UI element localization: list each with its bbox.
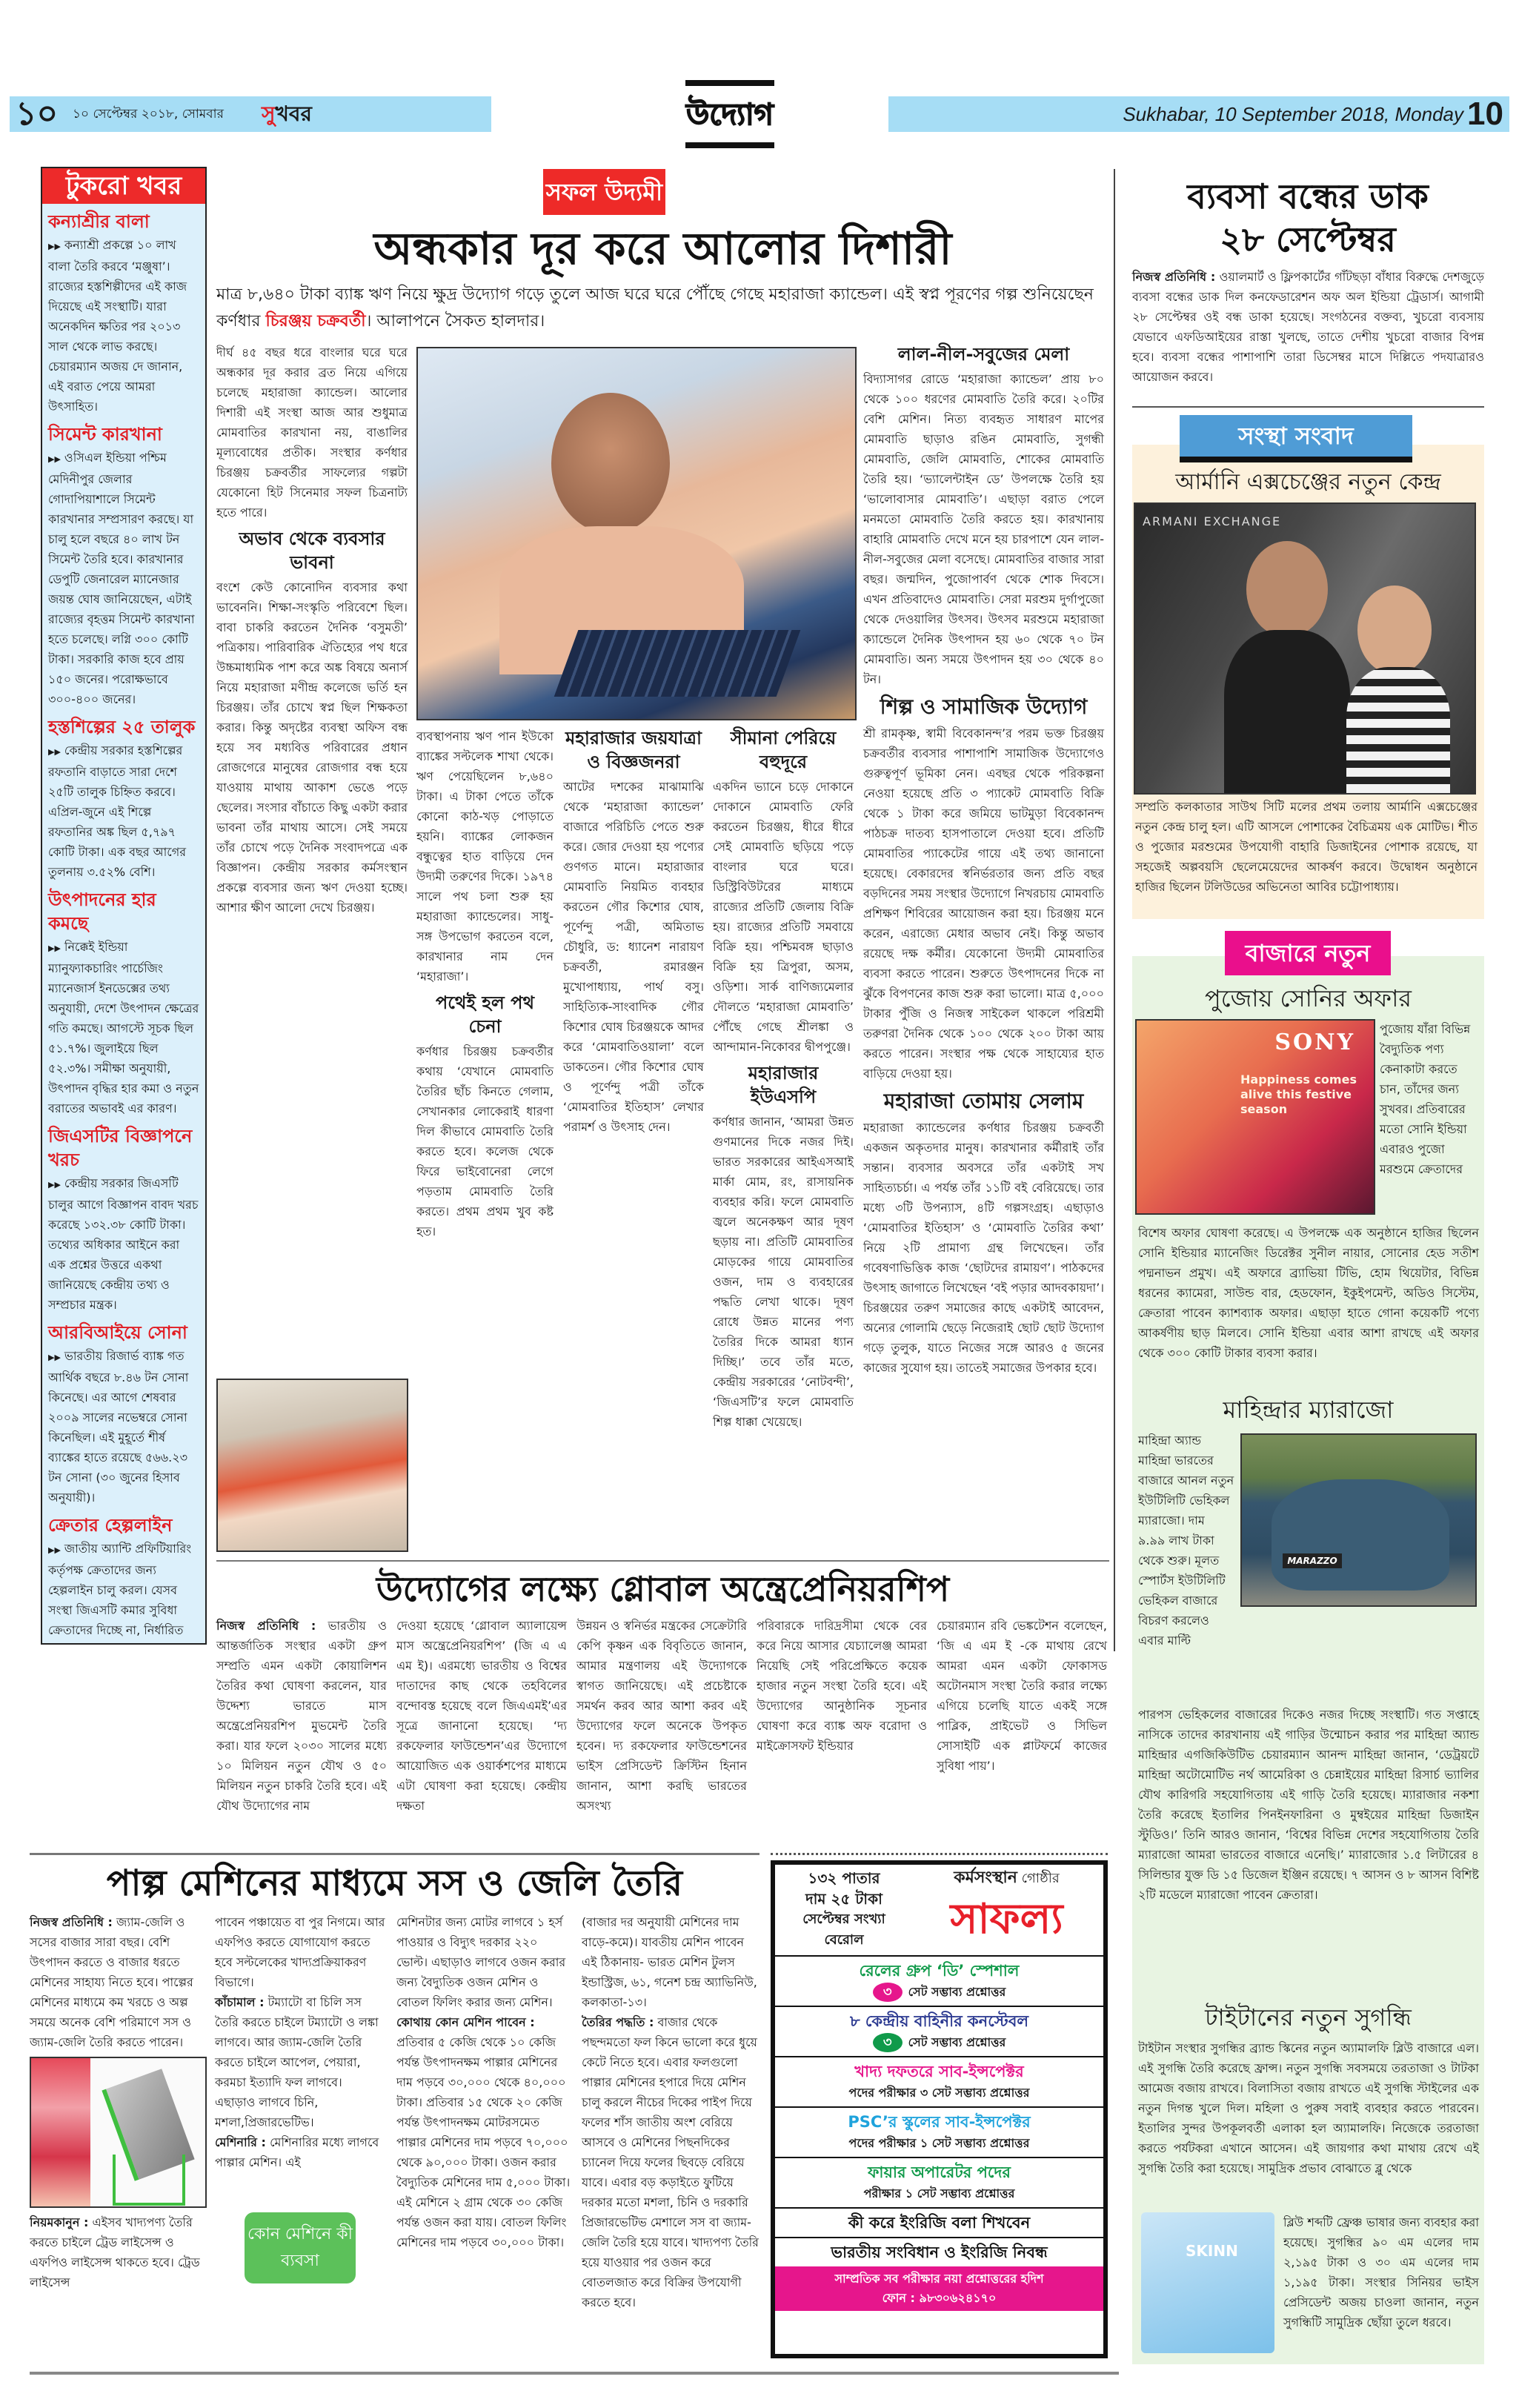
deck-person-name: চিরঞ্জয় চক্রবর্তী — [265, 312, 366, 331]
ad-row — [775, 2157, 1103, 2207]
pulp-rules — [30, 2212, 204, 2292]
lead-section-7-text: শ্রী রামকৃষ্ণ, স্বামী বিবেকানন্দ’র পরম ভক্ত চিরঞ্জয় চক্রবর্তীর ব্যবসার পাশাপাশি সামাজিক উদ্যোগেও গুরুত্বপূর্ণ ভূমিকা নেন। এবছর থেকে পরিকল্পনা নেওয়া হয়েছে প্রতি ৩ প্যাকেট মোমবাতি বিক্রি থেকে ১ টাকা করে জমিয়ে ভাটমুড়া বিবেকানন্দ পাঠচক্র দাতব্য হাসপাতালে দেওয়া হবে। প্রতিটি মোমবাতির প্যাকেটের গায়ে এই তথ্য জানানো হয়েছে। বেকারদের স্বনির্ভরতার জন্য প্রতি বছর বড়দিনের সময় সংস্থার উদ্যোগে নিখরচায় মোমবাতি প্রশিক্ষণ শিবিরের আয়োজন করা হয়। চিরঞ্জয় মনে করেন, এরাজ্যে মেধার অভাব নেই। কিন্তু অভাব রয়েছে দক্ষ কর্মীর। যেকোনো উদ্যমী মোমবাতির ব্যবসা করতে পারেন। শুরুতে উৎপাদনের দিকে না ঝুঁকে বিপণনের কাজ শুরু করা ভালো। মাত্র ৫,০০০ টাকার পুঁজি ও নিজস্ব সাইকেল থাকলে পরিশ্রমী তরুণরা দৈনিক থেকে ১০০ থেকে ২০০ টাকা আয় করতে পারেন। সংস্থার পক্ষ থেকে সাহায্যের হাত বাড়িয়ে দেওয়া হয়। — [863, 726, 1104, 1081]
method-label: তৈরির পদ্ধতি : — [582, 2015, 654, 2029]
short-news-title: জিএসটির বিজ্ঞাপনে খরচ — [48, 1126, 193, 1170]
short-news-title: সিমেন্ট কারখানা — [48, 424, 162, 445]
page-number-right: 10 — [1467, 96, 1503, 132]
ad-row-title: ভারতীয় সংবিধান ও ইংরিজি নিবন্ধ — [831, 2243, 1048, 2261]
raw-material-text: টম্যাটো বা চিলি সস তৈরি করতে চাইলে টম্যাটো ও লঙ্কা লাগবে। আর জ্যাম-জেলি তৈরি করতে চাইলে আপেল, পেয়ারা, করমচা ইত্যাদি ফল লাগবে। এছাড়াও লাগবে চিনি, মশলা,প্রিজারভেটিভ। — [215, 1995, 379, 2129]
company-news-label: সংস্থা সংবাদ — [1180, 415, 1412, 462]
lead-col-2 — [416, 726, 554, 1241]
armani-photo-signage: ARMANI EXCHANGE — [1143, 514, 1282, 528]
ad-row-subtitle — [775, 1982, 1103, 2003]
photo-fruits — [31, 2058, 90, 2206]
deck-text: মাত্র ৮,৬৪০ টাকা ব্যাঙ্ক ঋণ নিয়ে ক্ষুদ্র উদ্যোগ গড়ে তুলে আজ ঘরে ঘরে পৌঁছে গেছে মহারাজা ক্যান্ডেল। এই স্বপ্ন পূরণের গল্প শুনিয়েছেন কর্ণধার — [216, 285, 1094, 331]
sidebar-title: টুকরো খবর — [42, 168, 205, 204]
subhead-6: মহারাজার ইউএসপি — [748, 1063, 819, 1107]
skinn-perfume-photo — [1141, 2212, 1274, 2353]
bandh-headline — [1130, 175, 1486, 261]
subhead-4: সীমানা পেরিয়ে বহুদূরে — [730, 728, 837, 772]
logo-bottom-rule — [685, 142, 774, 148]
ad-row-subtitle-text: পদের পরীক্ষার ৩ সেট সম্ভাব্য প্রশ্নোত্তর — [848, 2086, 1030, 2100]
rules-text: এইসব খাদ্যপণ্য তৈরি করতে চাইলে ট্রেড লাইসেন্স ও এফপিও লাইসেন্স থাকতে হবে। ট্রেড লাইসেন্স — [30, 2215, 200, 2289]
pulp-col-1-text: জ্যাম-জেলি ও সসের বাজার সারা বছর। বেশি উৎপাদন করতে ও বাজার ধরতে মেশিনের সাহায্য নিতে হবে। পাল্পের মেশিনের মাধ্যমে কম খরচে ও অল্প সময়ে অনেক বেশি পরিমাণে সস ও জ্যাম-জেলি তৈরি করতে পারেন। — [30, 1915, 193, 2049]
lead-section-5-text: বিদ্যাসাগর রোডে ‘মহারাজা ক্যান্ডেল’ প্রায় ৮০ থেকে ১০০ ধরণের মোমবাতি তৈরি করে। ২০টির বেশি মেশিন। নিত্য ব্যবহৃত সাধারণ মাপের মোমবাতি ছাড়াও রঙিন মোমবাতি, সুগন্ধী মোমবাতি, জেলি মোমবাতি, শোকের মোমবাতি তৈরি হয়। ‘ভ্যালেন্টাইন ডে’ উপলক্ষে তৈরি হয় ‘ভালোবাসার মোমবাতি’। এছাড়া বরাত পেলে মনমতো মোমবাতি তৈরি করতে হয়। কারখানায় বাহারি মোমবাতি দেখে মনে হয় চারপাশে যেন লাল-নীল-সবুজের মেলা বসেছে। মোমবাতির বাজার সারা বছর। জন্মদিন, পুজোপার্বণ থেকে শোক দিবসে। এখন প্রতিবাদেও মোমবাতি। সেরা মরশুম দুর্গাপুজো থেকে দেওয়ালির উৎসব। উৎসব মরশুমে মহারাজা ক্যান্ডেলে দৈনিক উৎপাদন হয় ৬০ থেকে ৭০ টন মোমবাতি। অন্য সময়ে উৎপাদন হয় ৩০ থেকে ৪০ টন। — [863, 372, 1104, 686]
subhead-2: পথেই হল পথ চেনা — [436, 992, 534, 1037]
photo-car-badge: MARAZZO — [1283, 1553, 1342, 1568]
titan-text: টাইটান সংস্থার সুগন্ধির ব্র্যান্ড স্কিনের নতুন অ্যামালফি ব্লিউ বাজারে এল। এই সুগন্ধি তৈরি করেছে ফ্রান্স। নতুন সুগন্ধি সবসময়ে তরতাজা ও টাটকা আমেজ বজায় রাখবে। বিলাসিতা বজায় রাখতে এই সুগন্ধি স্টাইলের এক নতুন দিগন্ত খুলে দিল। মহিলা ও পুরুষ সবাই ব্যবহার করতে পারবেন। ইতালির সুন্দর উপকূলবর্তী এলাকা হল অ্যামালফি। নিজেকে তরতাজা করতে পর্যটকরা এখানে আসেন। এই জায়গার কথা মাথায় রেখে এই সুগন্ধি তৈরি করা হয়েছে। সামুদ্রিক প্রভাব বোঝাতে ব্লু থেকে — [1138, 2041, 1479, 2175]
double-arrow-icon: ▶▶ — [48, 1545, 61, 1555]
machinery-label: মেশিনারি : — [215, 2135, 266, 2149]
short-news-item — [48, 448, 199, 709]
short-news-text: কেন্দ্রীয় সরকার হস্তশিল্পের রফতানি বাড়াতে সারা দেশে ২৫টি তালুক চিহ্নিত করবে। এপ্রিল-জুনে এই শিল্পে রফতানির অঙ্ক ছিল ৫,৭৯৭ কোটি টাকা। এক বছর আগের তুলনায় ৩.৫২% বেশি। — [48, 743, 187, 879]
ad-row-title: PSC’র স্কুলের সাব-ইন্সপেক্টর — [848, 2113, 1031, 2131]
photo-pulper-stand — [113, 2155, 185, 2206]
short-news-item — [48, 1346, 199, 1508]
short-news-item — [48, 740, 199, 882]
ad-top-rule — [771, 1853, 1108, 1855]
ge-byline: নিজস্ব প্রতিনিধি : — [216, 1619, 316, 1633]
ad-set-count-badge: ৩ — [873, 1983, 903, 2002]
section-rule — [1132, 406, 1484, 408]
ad-row-subtitle — [775, 2032, 1103, 2053]
ad-publisher-name: কর্মসংস্থান — [954, 1868, 1017, 1887]
ge-col-2: দেওয়া হয়েছে ‘গ্লোবাল অ্যালায়েন্স মাস অন্ত্রেপ্রেনিয়রশিপ’ (জি এ এ এম ই)। এরমধ্যে ভারতীয় ও বিশ্বের দাতাদের কাছ থেকে তহবিলের বন্দোবস্ত হয়েছে বলে জিএএমই’এর সূত্রে জানানো হয়েছে। ‘দ্য রকফেলার ফাউন্ডেশন’এর উদ্যোগে আয়োজিত এক ওয়ার্কশপের মাধ্যমে এটা ঘোষণা করা হয়েছে। কেন্দ্রীয় দক্ষতা — [396, 1619, 567, 1813]
new-in-market-label: বাজারে নতুন — [1225, 931, 1391, 975]
short-news-text: জাতীয় অ্যান্টি প্রফিটিয়ারিং কর্তৃপক্ষ ক্রেতাদের জন্য হেল্পলাইন চালু করল। যেসব সংস্থা জিএসটি কমার সুবিধা ক্রেতাদের দিচ্ছে না, নির্ধারিত — [48, 1542, 192, 1637]
double-arrow-icon: ▶▶ — [48, 747, 61, 757]
lead-intro: দীর্ঘ ৪৫ বছর ধরে বাংলার ঘরে ঘরে অন্ধকার দূর করার ব্রত নিয়ে এগিয়ে চলেছে মহারাজা ক্যান্ডেল। আলোর দিশারী এই সংস্থা আজ আর শুধুমাত্র মোমবাতির কারখানা নয়, বাঙালির মূল্যবোধের প্রতীক। সংস্থার কর্ণধার চিরঞ্জয় চক্রবর্তীর সাফল্যের গল্পটা যেকোনো হিট সিনেমার সফল চিত্রনাট্য হতে পারে। — [216, 345, 408, 520]
double-arrow-icon: ▶▶ — [48, 1180, 61, 1190]
ad-released: বেরোল — [824, 1932, 864, 1948]
short-news-title: কন্যাশ্রীর বালা — [48, 211, 150, 232]
double-arrow-icon: ▶▶ — [48, 242, 61, 251]
marazzo-car-photo — [1240, 1433, 1477, 1607]
pulp-col-3-text: মেশিনটার জন্য মোটর লাগবে ১ হর্স পাওয়ার ও বিদ্যুৎ দরকার ২২০ ভোল্ট। এছাড়াও লাগবে ওজন করার জন্য বৈদ্যুতিক ওজন মেশিন ও বোতল ফিলিং করার জন্য মেশিন। — [396, 1915, 566, 2009]
pulp-col-3 — [396, 1912, 571, 2252]
photo-keyboard — [554, 630, 801, 697]
ge-col-1-text: ভারতীয় ও আন্তর্জাতিক সংস্থার একটা গ্রুপ সম্প্রতি এমন একটা কোয়ালিশন তৈরির কথা ঘোষণা করলেন, যার উদ্দেশ্য ভারতে মাস অন্ত্রেপ্রেনিয়রশিপ মুভমেন্ট তৈরি করা। যার ফলে ২০৩০ সালের মধ্যে ১০ মিলিয়ন নতুন যৌথ ও ৫০ মিলিয়ন নতুন চাকরি তৈরি হবে। এই যৌথ উদ্যোগের নাম — [216, 1619, 387, 1813]
bandh-story — [1132, 267, 1484, 387]
titan-side-text: ব্লিউ শব্দটি ফ্রেঞ্চ ভাষার জন্য ব্যবহার করা হয়েছে। সুগন্ধির ৯০ এম এলের দাম ২,১৯৫ টাকা ও ৩০ এম এলের দাম ১,১৯৫ টাকা। সংস্থার সিনিয়র ভাইস প্রেসিডেন্ট অজয় চাওলা জানান, নতুন সুগন্ধিটি সামুদ্রিক ছোঁয়া তুলে ধরবে। — [1283, 2215, 1479, 2329]
ad-row-subtitle-text: পরীক্ষার ১ সেট সম্ভাব্য প্রশ্নোত্তর — [863, 2186, 1015, 2200]
machinery-text: মেশিনারির মধ্যে লাগবে পাল্পার মেশিন। এই — [215, 2135, 379, 2169]
armani-exchange-photo — [1134, 503, 1476, 795]
ad-issue: সেপ্টেম্বর সংখ্যা — [802, 1911, 885, 1927]
lead-section-8-text: মহারাজা ক্যান্ডেলের কর্ণধার চিরঞ্জয় চক্রবর্তী একজন অকৃতদার মানুষ। কারখানার কর্মীরাই তাঁর সন্তান। ব্যবসার অবসরে তাঁর একটাই সখ সাহিত্যচর্চা। এ পর্যন্ত তাঁর ১১টি বই বেরিয়েছে। তার মধ্যে ৩টি উপন্যাস, ৪টি গল্পসংগ্রহ। এছাড়াও ‘মোমবাতির ইতিহাস’ ও ‘মোমবাতি তৈরির কথা’ নিয়ে ২টি প্রামাণ্য গ্রন্থ লিখেছেন। তাঁর গবেষণাভিত্তিক কাজ ‘ছোটদের রামায়ণ’। পাঠকদের উৎসাহ জাগাতে লিখেছেন ‘বই পড়ার আদবকায়দা’। চিরঞ্জয়ের তরুণ সমাজের কাছে একটাই আবেদন, অন্যের গোলামি ছেড়ে নিজেরাই ছোট ছোট উদ্যোগ গড়ে তুলুক, যাতে নিজের সঙ্গে আরও ৫ জনের কাজের সুযোগ হয়। তাতেই সমাজের উপকার হবে। — [863, 1121, 1104, 1375]
short-news-text: ওসিএল ইন্ডিয়া পশ্চিম মেদিনীপুর জেলার গোদাপিয়াশালে সিমেন্ট কারখানার সম্প্রসারণ করছে। যা চালু হলে বছরে ৪০ লাখ টন সিমেন্ট তৈরি হবে। কারখানার ডেপুটি জেনারেল ম্যানেজার জয়ন্ত ঘোষ জানিয়েছেন, এটাই রাজ্যের বৃহত্তম সিমেন্ট কারখানা হতে চলেছে। লগ্নি ৩০০ কোটি টাকা। সরকারি কাজ হবে প্রায় ১৫০ জনের। পরোক্ষভাবে ৩০০-৪০০ জনের। — [48, 451, 195, 706]
lead-section-6-text: কর্ণধার জানান, ‘আমরা উন্নত গুণমানের দিকে নজর দিই। ভারত সরকারের আইএসআই মার্কা মোম, রং, রাসায়নিক ব্যবহার করি। ফলে মোমবাতি জ্বলে অনেকক্ষণ আর দূষণ ছড়ায় না। প্রতিটি মোমবাতির মোড়কের গায়ে মোমবাতির ওজন, দাম ও ব্যবহারের পদ্ধতি লেখা থাকে। দূষণ রোধে উন্নত মানের পণ্য তৈরির দিকে আমরা ধ্যান দিচ্ছি।’ তবে তাঁর মতে, কেন্দ্রীয় সরকারের ‘নোটবন্দী’, ‘জিএসটি’র ফলে মোমবাতি শিল্প ধাক্কা খেয়েছে। — [713, 1115, 854, 1429]
ad-footer — [775, 2266, 1103, 2311]
paper-name-red: সু — [262, 102, 276, 126]
page-number-left: ১০ — [16, 95, 59, 133]
short-news-text: কন্যাশ্রী প্রকল্পে ১০ লাখ বালা তৈরি করবে ‘মঞ্জুষা’। রাজ্যের হস্তশিল্পীদের এই কাজ দিয়েছে এই সংস্থাটি। যারা অনেকদিন ক্ষতির পর ২০১৩ সাল থেকে লাভ করছে। চেয়ারম্যান অজয় দে জানান, এই বরাত পেয়ে আমরা উৎসাহিত। — [48, 238, 187, 414]
pulper-machine-photo — [30, 2057, 207, 2208]
ge-col-1 — [216, 1616, 387, 1816]
section-label-success: সফল উদ্যমী — [543, 169, 665, 215]
pulp-col-1 — [30, 1912, 204, 2052]
short-news-text: কেন্দ্রীয় সরকার জিএসটি চালুর আগে বিজ্ঞাপন বাবদ খরচ করেছে ১৩২.৩৮ কোটি টাকা। তথ্যের অধিকার আইনে করা এক প্রশ্নের উত্তরে একথা জানিয়েছে কেন্দ্রীয় তথ্য ও সম্প্রচার মন্ত্রক। — [48, 1176, 199, 1312]
raw-material-label: কাঁচামাল : — [215, 1995, 265, 2009]
pulp-col-2-text: পাবেন পঞ্চায়েত বা পুর নিগমে। আর এফপিও করতে যোগাযোগ করতে হবে সল্টলেকের খাদ্যপ্রক্রিয়াকরণ বিভাগে। — [215, 1915, 385, 1989]
deck-credit: । আলাপনে সৈকত হালদার। — [365, 312, 545, 331]
ad-pages: ১৩২ পাতার — [808, 1869, 880, 1887]
photo-woman-striped-top — [1346, 667, 1450, 793]
short-news-text: ভারতীয় রিজার্ভ ব্যাঙ্ক গত আর্থিক বছরে ৮.৪৬ টন সোনা কিনেছে। এর আগে শেষবার ২০০৯ সালের নভেম্বরে সোনা কিনেছিল। এই মুহূর্তে শীর্ষ ব্যাঙ্কের হাতে রয়েছে ৫৬৬.২৩ টন সোনা (৩০ জুনের হিসাব অনুযায়ী)। — [48, 1349, 189, 1505]
lead-col-4 — [713, 726, 854, 1432]
paper-name — [262, 98, 312, 130]
candle-factory-photo — [216, 1379, 408, 1552]
rules-label: নিয়মকানুন : — [30, 2215, 89, 2229]
ad-footer-tagline: সাম্প্রতিক সব পরীক্ষার নয়া প্রশ্নোত্তরের হদিশ — [834, 2272, 1044, 2286]
pulp-col-4-text: (বাজার দর অনুযায়ী মেশিনের দাম বাড়ে-কমে)। যাবতীয় মেশিন পাবেন এই ঠিকানায়- ভারত মেশিন টুলস ইন্ডাস্ট্রিজ, ৬১, গনেশ চন্দ্র অ্যাভিনিউ, কলকাতা-১৩। — [582, 1915, 757, 2009]
ad-row — [775, 2056, 1103, 2106]
ad-set-count-badge: ৩ — [873, 2033, 903, 2052]
lead-photo-candle-owner — [416, 347, 857, 720]
ge-col-4: পরিবারকে দারিদ্রসীমা থেকে বের করে নিয়ে আসার যেচ্যালেঞ্জ আমরা নিয়েছি সেই পরিপ্রেক্ষিতে কয়েক হাজার নতুন সংস্থা তৈরি হবে। এই উদ্যোগের আনুষ্ঠানিক সূচনার ঘোষণা করে ব্যাঙ্ক অফ বরোদা ও মাইক্রোসফট ইন্ডিয়ার — [757, 1619, 927, 1753]
photo-woman-face — [1357, 586, 1432, 674]
photo-person-head — [551, 393, 670, 534]
ad-row-subtitle-text: পদের পরীক্ষার ১ সেট সম্ভাব্য প্রশ্নোত্তর — [848, 2136, 1030, 2150]
subhead-7: শিল্প ও সামাজিক উদ্যোগ — [880, 694, 1088, 719]
subhead-0: অভাব থেকে ব্যবসার ভাবনা — [239, 528, 385, 573]
subhead-5: লাল-নীল-সবুজের মেলা — [897, 344, 1070, 365]
page-bottom-rule — [30, 2372, 1119, 2375]
ad-row-title: কী করে ইংরিজি বলা শিখবেন — [848, 2214, 1031, 2232]
logo-text: উদ্যোগ — [686, 98, 774, 132]
skinn-logo-text: SKINN — [1186, 2242, 1238, 2260]
header-right-bar — [888, 96, 1509, 132]
sony-tagline: Happiness comes alive this festive season — [1240, 1072, 1357, 1116]
photo-man-face — [1246, 541, 1328, 637]
bandh-headline-line1: ব্যবসা বন্ধের ডাক — [1187, 176, 1429, 216]
mahindra-headline: মাহিন্দ্রার ম্যারাজো — [1223, 1396, 1394, 1424]
bandh-headline-line2: ২৮ সেপ্টেম্বর — [1220, 219, 1396, 259]
header-left-bar — [10, 96, 491, 132]
where-text: প্রতিবার ৫ কেজি থেকে ১০ কেজি পর্যন্ত উৎপাদনক্ষম পাল্পার মেশিনের দাম পড়বে ৩০,০০০ থেকে ৪০,০০০ টাকা। প্রতিবার ১৫ থেকে ২০ কেজি পর্যন্ত উৎপাদনক্ষম মোটরসমেত পাল্পার মেশিনের দাম পড়বে ৭০,০০০ থেকে ৯০,০০০ টাকা। ওজন করার বৈদ্যুতিক মেশিনের দাম ৫,০০০ টাকা। এই মেশিনে ২ গ্রাম থেকে ৩০ কেজি পর্যন্ত ওজন করা যায়। বোতল ফিলিং মেশিনের দাম পড়বে ৩০,০০০ টাকা। — [396, 2035, 571, 2249]
ad-row-subtitle — [775, 2083, 1103, 2103]
saphalya-ad[interactable] — [771, 1860, 1108, 2358]
armani-text: সম্প্রতি কলকাতার সাউথ সিটি মলের প্রথম তলায় আর্মানি এক্সচেঞ্জের নতুন কেন্দ্র চালু হল। এটি আসলে পোশাকের বৈচিত্রময় এক মোটিভ। শীত ও পুজোর মরশুমের উপযোগী বাহারি ডিজাইনের পোশাক রয়েছে, যা সহজেই অল্পবয়সি ছেলেমেয়েদের আকর্ষণ করবে। উদ্বোধন অনুষ্ঠানে হাজির ছিলেন টলিউডের অভিনেতা আবির চট্টোপাধ্যায়। — [1135, 800, 1478, 894]
ad-row-title: ফায়ার অপারেটর পদের — [868, 2163, 1011, 2181]
bandh-text: ওয়ালমার্ট ও ফ্লিপকার্টের গাঁটছড়া বাঁধার বিরুদ্ধে দেশজুড়ে ব্যবসা বন্ধের ডাক দিল কনফেডারেশন অফ অল ইন্ডিয়া ট্রেডার্স। আগামী ২৮ সেপ্টেম্বর ওই বন্ধ ডাকা হয়েছে। সংগঠনের বক্তব্য, খুচরো ব্যবসায় যেভাবে এফডিআইয়ের রাস্তা খুলছে, তাতে দেশীয় খুচরো বাজার বিপন্ন হবে। ব্যবসা বন্ধের পাশাপাশি তারা ডিসেম্বর মাসে দিল্লিতে পদযাত্রারও আয়োজন করবে। — [1132, 270, 1484, 384]
ad-row — [775, 2237, 1103, 2266]
short-news-item — [48, 937, 199, 1118]
double-arrow-icon: ▶▶ — [48, 454, 61, 464]
double-arrow-icon: ▶▶ — [48, 943, 61, 953]
lead-col-1 — [216, 342, 408, 918]
lead-section-3-text: আটের দশকের মাঝামাঝি থেকে ‘মহারাজা ক্যান্ডেল’ বাজারে পরিচিতি পেতে শুরু করে। জোর দেওয়া হয় পণ্যের গুণগত মানে। মহারাজার মোমবাতি নিয়মিত ব্যবহার করতেন গৌর কিশোর ঘোষ, পূর্ণেন্দু পত্রী, অমিতাভ চৌধুরি, ড: ধ্যানেশ নারায়ণ চক্রবর্তী, রমারঞ্জন মুখোপাধ্যায়, পার্থ বসু। সাহিত্যিক-সাংবাদিক গৌর কিশোর ঘোষ চিরঞ্জয়কে আদর করে ‘মোমবাতিওয়ালা’ বলে ডাকতেন। গৌর কিশোর ঘোষ ও পূর্ণেন্দু পত্রী তাঁকে ‘মোমবাতির ইতিহাস’ লেখার পরামর্শ ও উৎসাহ দেন। — [563, 780, 704, 1134]
ad-row-title: ৮ কেন্দ্রীয় বাহিনীর কনস্টেবল — [849, 2012, 1029, 2030]
ad-publisher — [916, 1868, 1097, 1889]
bandh-byline: নিজস্ব প্রতিনিধি : — [1132, 270, 1216, 284]
short-news-sidebar — [41, 167, 207, 1645]
mahindra-side-text: মাহিন্দ্রা অ্যান্ড মাহিন্দ্রা ভারতের বাজারে আনল নতুন ইউটিলিটি ভেহিকল ম্যারাজো। দাম ৯.৯৯ লাখ টাকা থেকে শুরু। মূলত স্পোর্টস ইউটিলিটি ভেহিকল বাজারে বিচরণ করলেও এবার মাল্টি — [1138, 1433, 1234, 1648]
double-arrow-icon: ▶▶ — [48, 1353, 61, 1362]
ad-row-subtitle-text: সেট সম্ভাব্য প্রশ্নোত্তর — [908, 1985, 1006, 1999]
pulp-col-2 — [215, 1912, 385, 2172]
lead-deck — [216, 282, 1109, 335]
ad-row — [775, 2106, 1103, 2157]
pulp-byline: নিজস্ব প্রতিনিধি : — [30, 1915, 113, 1929]
lead-section-1-text: ব্যবস্থাপনায় ঋণ পান ইউকো ব্যাঙ্কের সল্টলেক শাখা থেকে। ঋণ পেয়েছিলেন ৮,৬৪০ টাকা। এ টাকা পেতে তাঁকে কোনো কাঠ-খড় পোড়াতে হয়নি। ব্যাঙ্কের লোকজন বন্ধুত্বের হাত বাড়িয়ে দেন উদ্যমী তরুণের দিকে। ১৯৭৪ সালে পথ চলা শুরু হয় মহারাজা ক্যান্ডেলের। সাধু-সঙ্গ উপভোগ করতেন বলে, কারখানার নাম দেন ‘মহারাজা’। — [416, 729, 554, 984]
short-news-item — [48, 235, 199, 417]
lead-section-2-text: কর্ণধার চিরঞ্জয় চক্রবর্তীর কথায় ‘যেখানে মোমবাতি তৈরির ছাঁচ কিনতে গেলাম, সেখানকার লোকেরাই ধারণা দিল কীভাবে মোমবাতি তৈরি করতে হবে। কলেজ থেকে ফিরে ভাইবোনেরা লেগে পড়তাম মোমবাতি তৈরি করতে। প্রথম প্রথম খুব কষ্ট হত। — [416, 1044, 554, 1238]
short-news-title: আরবিআইয়ে সোনা — [48, 1322, 187, 1343]
short-news-item — [48, 1539, 199, 1645]
mahindra-text: পারপস ভেহিকলের বাজারের দিকেও নজর দিচ্ছে সংস্থাটি। গত সপ্তাহে নাসিকে তাদের কারখানায় এই গাড়ির উন্মোচন করার পর মাহিন্দ্রা অ্যান্ড মাহিন্দ্রার এগজিকিউটিভ চেয়ারম্যান আনন্দ মাহিন্দ্রা জানান, ‘ডেট্রয়টে মাহিন্দ্রা অটোমোটিভ নর্থ আমেরিকা ও চেন্নাইয়ের মাহিন্দ্রা রিসার্চ ভ্যালির যৌথ কারিগরি সহযোগিতায় এই গাড়ি তৈরি হয়েছে। ম্যারাজার নকশা তৈরি করেছে ইতালির পিনইনফারিনা ও মুম্বইয়ের মাহিন্দ্রা ডিজাইন স্টুডিও।’ তিনি আরও জানান, ‘বিশ্বের বিভিন্ন দেশের সহযোগিতায় তৈরি ম্যারাজো আমরা ভারতের বাজারে এনেছি।’ ম্যারাজোর ১.৫ লিটারের ৪ সিলিন্ডার যুক্ত ডি ১৫ ডিজেল ইঞ্জিন রয়েছে। ৭ আসন ও ৮ আসন বিশিষ্ট ২টি মডেলে ম্যারাজো পাবেন ক্রেতারা। — [1138, 1708, 1479, 1902]
header-date-bengali: ১০ সেপ্টেম্বর ২০১৮, সোমবার — [73, 107, 224, 122]
column-divider — [1114, 169, 1115, 1651]
ad-brand-logo: সাফল্য — [950, 1895, 1063, 1943]
where-label: কোথায় কোন মেশিন পাবেন : — [396, 2015, 535, 2029]
sony-headline: পুজোয় সোনির অফার — [1205, 984, 1412, 1012]
section-rule-3 — [30, 1853, 760, 1855]
ad-row — [775, 1955, 1103, 2006]
ad-publisher-suffix: গোষ্ঠীর — [1021, 1871, 1060, 1886]
photo-car-body — [1272, 1479, 1449, 1591]
ad-row-subtitle-text: সেট সম্ভাব্য প্রশ্নোত্তর — [908, 2035, 1006, 2049]
lead-col-5 — [863, 342, 1104, 1378]
ad-row-title: খাদ্য দফতরে সাব-ইন্সপেক্টর — [854, 2063, 1024, 2080]
header-date-english: Sukhabar, 10 September 2018, Monday — [1123, 103, 1463, 125]
pulp-col-4 — [582, 1912, 760, 2312]
ad-row — [775, 2006, 1103, 2056]
lead-section-4-text: একদিন ভ্যানে চড়ে দোকানে দোকানে মোমবাতি ফেরি করতেন চিরঞ্জয়, ধীরে ধীরে সেই মোমবাতি ছড়িয়ে পড়ে বাংলার ঘরে ঘরে। ডিস্ট্রিবিউটরের মাধ্যমে রাজ্যের প্রতিটি জেলায় বিক্রি হয়। রাজ্যের প্রতিটি সমবায়ে বিক্রি হয়। পশ্চিমবঙ্গ ছাড়াও বিক্রি হয় ত্রিপুরা, অসম, ওড়িশা। সার্ক বাণিজ্যমেলার দৌলতে ‘মহারাজা মোমবাতি’ পৌঁছে গেছে শ্রীলঙ্কা ও আন্দামান-নিকোবর দ্বীপপুঞ্জে। — [713, 780, 854, 1054]
sony-event-photo — [1135, 1019, 1375, 1215]
titan-headline: টাইটানের নতুন সুগন্ধি — [1205, 2003, 1412, 2031]
sony-logo-text: SONY — [1274, 1029, 1355, 1055]
method-text: বাজার থেকে পছন্দমতো ফল কিনে ভালো করে ধুয়ে কেটে নিতে হবে। এবার ফলগুলো পাল্পার মেশিনের হপারে দিয়ে মেশিন চালু করলে নীচের দিকের পাইপ দিয়ে ফলের শাঁস জাতীয় অংশ বেরিয়ে আসবে ও মেশিনের পিছনদিকের চ্যানেল দিয়ে ফলের ছিবড়ে বেরিয়ে যাবে। এবার বড় কড়াইতে ফুটিয়ে দরকার মতো মশলা, চিনি ও দরকারি প্রিজারভেটিভ মেশালে সস বা জ্যাম- জেলি তৈরি হয়ে যাবে। খাদ্যপণ্য তৈরি হয়ে যাওয়ার পর ওজন করে বোতলজাত করে বিক্রির উপযোগী করতে হবে। — [582, 2015, 759, 2309]
section-rule-2 — [216, 1560, 1109, 1562]
ad-row-subtitle — [775, 2133, 1103, 2154]
short-news-item — [48, 1173, 199, 1315]
logo-top-rule — [685, 80, 774, 86]
section-logo — [685, 80, 774, 148]
short-news-title: উৎপাদনের হার কমছে — [48, 889, 156, 934]
ad-phone-number[interactable]: ফোন : ৯৮৩০৬২৪১৭০ — [882, 2291, 997, 2305]
paper-name-black: খবর — [275, 102, 312, 126]
ad-row-title: রেলের গ্রুপ ‘ডি’ স্পেশাল — [859, 1962, 1020, 1980]
ge-col-3: উন্নয়ন ও স্বনির্ভর মন্ত্রকের সেক্রেটারি কেপি কৃষ্ণন এক বিবৃতিতে জানান, আমার মন্ত্রণালয় এই উদ্যোগকে স্বাগত জানিয়েছে। এই প্রচেষ্টাকে সমর্থন করব আর আশা করব এই উদ্যোগের ফলে অনেকে উপকৃত হবেন। দ্য রকফেলার ফাউন্ডেশনের ভাইস প্রেসিডেন্ট ক্রিস্টিন হিনান জানান, আশা করছি ভারতের অসংখ্য — [576, 1619, 747, 1813]
which-machine-callout: কোন মেশিনে কী ব্যবসা — [245, 2212, 356, 2283]
ad-row — [775, 2207, 1103, 2237]
global-entrepreneurship-headline: উদ্যোগের লক্ষ্যে গ্লোবাল অন্ত্রেপ্রেনিয়রশিপ — [376, 1569, 950, 1609]
short-news-text: নিক্কেই ইন্ডিয়া ম্যানুফ্যাকচারিং পার্চেজিং ম্যানেজার্স ইনডেক্সের তথ্য অনুযায়ী, দেশে উৎপাদন ক্ষেত্রের গতি কমছে। আগস্টে সূচক ছিল ৫১.৭%। জুলাইয়ে ছিল ৫২.৩%। সমীক্ষা অনুযায়ী, উৎপাদন বৃদ্ধির হার কমা ও নতুন বরাতের অভাবই এর কারণ। — [48, 940, 199, 1115]
short-news-title: হস্তশিল্পের ২৫ তালুক — [48, 717, 196, 737]
lead-headline: অন্ধকার দূর করে আলোর দিশারী — [373, 223, 952, 275]
armani-headline: আর্মানি এক্সচেঞ্জের নতুন কেন্দ্র — [1175, 469, 1441, 495]
ad-issue-info — [781, 1868, 907, 1951]
subhead-8: মহারাজা তোমায় সেলাম — [883, 1089, 1084, 1113]
ad-row-subtitle — [775, 2183, 1103, 2204]
photo-man-jacket — [1224, 630, 1350, 793]
ad-price: দাম ২৫ টাকা — [805, 1890, 883, 1908]
sony-side-text: পুজোয় যাঁরা বিভিন্ন বৈদ্যুতিক পণ্য কেনাকাটা করতে চান, তাঁদের জন্য সুখবর। প্রতিবারের মতো সোনি ইন্ডিয়া এবারও পুজো মরশুমে ক্রেতাদের — [1380, 1022, 1471, 1176]
ge-col-5: চেয়ারম্যান রবি ভেঙ্কটেশন বলেছেন, ‘জি এ এম ই -কে মাথায় রেখে আমরা এমন একটা ফোকাসড অটোনমাস সংস্থা তৈরি করার লক্ষ্যে এগিয়ে চলেছি যাতে একই সঙ্গে পাব্লিক, প্রাইভেট ও সিভিল সোসাইটি এক প্লাটফর্মে কাজের সুবিধা পায়’। — [937, 1619, 1107, 1773]
pulp-machine-headline: পাল্প মেশিনের মাধ্যমে সস ও জেলি তৈরি — [106, 1863, 683, 1904]
lead-section-0-text: বংশে কেউ কোনোদিন ব্যবসার কথা ভাবেননি। শিক্ষা-সংস্কৃতি পরিবেশে ছিল। বাবা চাকরি করতেন দৈনিক ‘বসুমতী’ পত্রিকায়। পারিবারিক ঐতিহ্যের পথ ধরে উচ্চমাধ্যমিক পাশ করে অঙ্ক বিষয়ে অনার্স নিয়ে মহারাজা মণীন্দ্র কলেজে ভর্তি হন চিরঞ্জয়। তাঁর চোখে স্বপ্ন ছিল শিক্ষকতা করার। কিন্তু অদৃষ্টের ব্যবস্থা অফিস বন্ধ হয়ে সব মধ্যবিত্ত পরিবারের প্রধান রোজগেরে মানুষের রোজগার বন্ধ হয়ে যাওয়ায় মাথায় আকাশ ভেঙে পড়ে ছেলের। সংসার বাঁচাতে কিছু একটা করার ভাবনা তাঁর মাথায় আসে। সেই সময়ে তাঁর চোখে পড়ে দৈনিক সংবাদপত্রে এক বিজ্ঞাপন। কেন্দ্রীয় সরকার কর্মসংস্থান প্রকল্পে ব্যবসার জন্য ঋণ দেওয়া হচ্ছে। আশার ক্ষীণ আলো দেখে চিরঞ্জয়। — [216, 580, 408, 915]
lead-col-3 — [563, 726, 704, 1137]
subhead-3: মহারাজার জয়যাত্রা ও বিজ্ঞজনরা — [565, 728, 702, 772]
sony-text: বিশেষ অফার ঘোষণা করেছে। এ উপলক্ষে এক অনুষ্ঠানে হাজির ছিলেন সোনি ইন্ডিয়ার ম্যানেজিং ডিরেক্টর সুনীল নায়ার, সোনোর হেড সতীশ পদ্মনাভন প্রমুখ। এই অফারে ব্র্যাভিয়া টিভি, হোম থিয়েটার, বিভিন্ন ধরনের ক্যামেরা, সাউন্ড বার, হেডফোন, ইকুইপমেন্ট, অডিও সিস্টেম, ক্রেতারা পাবেন ক্যাশব্যাক অফার। এছাড়া হাতে গোনা কয়েকটি পণ্যে আকর্ষণীয় ছাড় মিলবে। সোনি ইন্ডিয়া এবার আশা রাখছে এই অফার থেকে ৩০০ কোটি টাকার ব্যবসা করার। — [1138, 1226, 1479, 1360]
short-news-title: ক্রেতার হেল্পলাইন — [48, 1515, 173, 1536]
